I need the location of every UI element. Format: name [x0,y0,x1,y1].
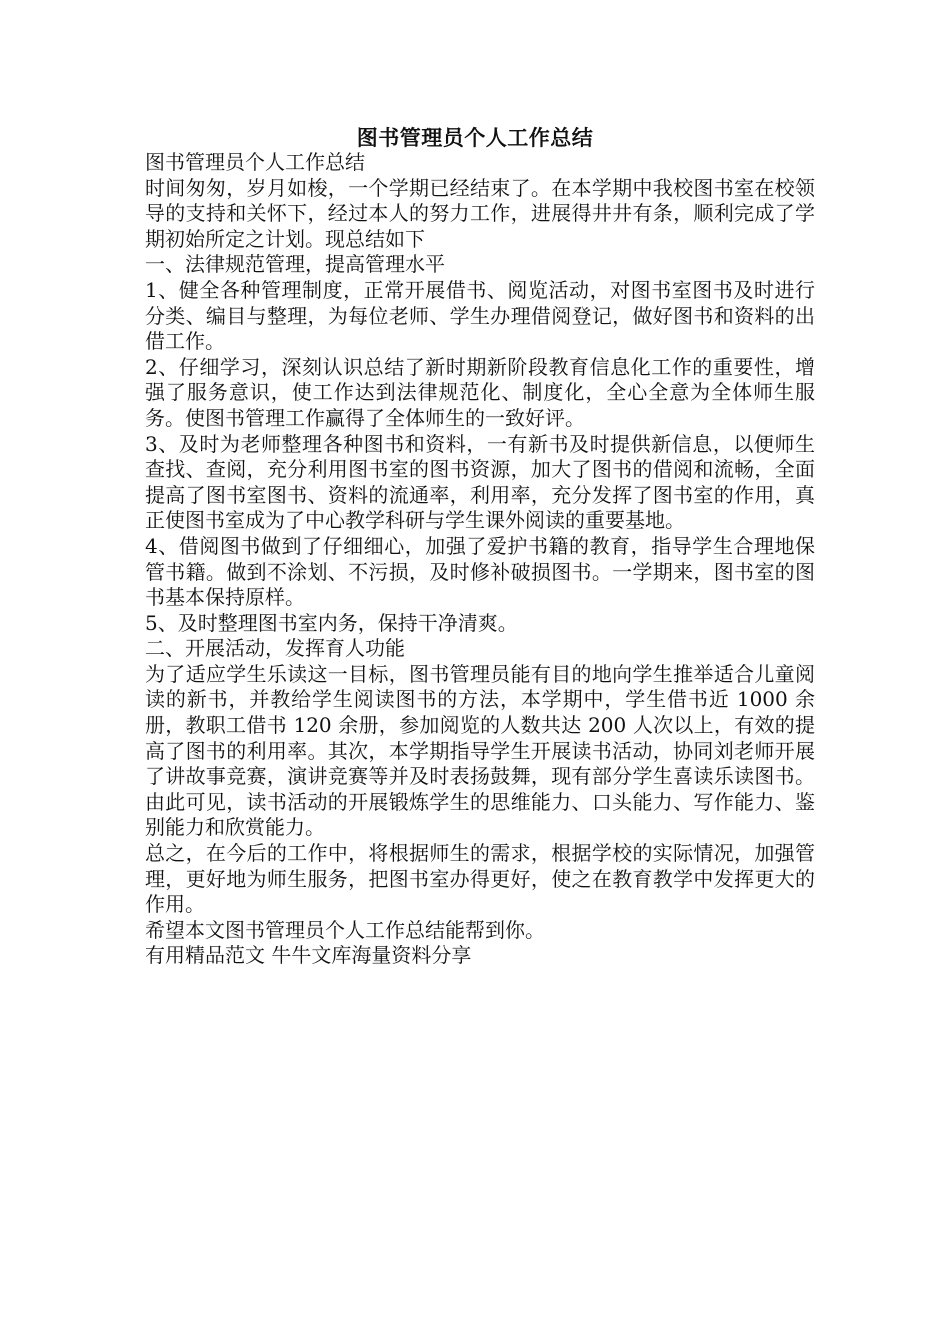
body-paragraph: 1、健全各种管理制度，正常开展借书、阅览活动，对图书室图书及时进行分类、编目与整理，为每位老师、学生办理借阅登记，做好图书和资料的出借工作。 [145,277,815,354]
body-paragraph: 4、借阅图书做到了仔细细心，加强了爱护书籍的教育，指导学生合理地保管书籍。做到不涂划、不污损，及时修补破损图书。一学期来，图书室的图书基本保持原样。 [145,533,815,610]
document-title: 图书管理员个人工作总结 [356,126,594,150]
document-body [145,150,815,969]
body-paragraph: 时间匆匆，岁月如梭，一个学期已经结束了。在本学期中我校图书室在校领导的支持和关怀下，经过本人的努力工作，进展得井井有条，顺利完成了学期初始所定之计划。现总结如下 [145,175,815,251]
body-paragraph: 3、及时为老师整理各种图书和资料，一有新书及时提供新信息，以便师生查找、查阅，充分利用图书室的图书资源，加大了图书的借阅和流畅，全面提高了图书室图书、资料的流通率，利用率，充分发挥了图书室的作用，真正使图书室成为了中心教学科研与学生课外阅读的重要基地。 [145,431,815,533]
section-heading: 二、开展活动，发挥育人功能 [145,636,405,661]
body-paragraph: 总之，在今后的工作中，将根据师生的需求，根据学校的实际情况，加强管理，更好地为师生服务，把图书室办得更好，使之在教育教学中发挥更大的作用。 [145,841,815,917]
closing-line: 希望本文图书管理员个人工作总结能帮到你。 [145,917,545,942]
body-paragraph: 图书管理员个人工作总结 [145,150,365,174]
footer-line: 有用精品范文 牛牛文库海量资料分享 [145,943,472,968]
body-paragraph: 为了适应学生乐读这一目标，图书管理员能有目的地向学生推举适合儿童阅读的新书，并教给学生阅读图书的方法，本学期中，学生借书近 1000 余册，教职工借书 120 余册，参加阅览的人数共达 200 人次以上，有效的提高了图书的利用率。其次，本学期指导学生开展读书活动，协同刘老师开展了讲故事竞赛，演讲竞赛等并及时表扬鼓舞，现有部分学生喜读乐读图书。由此可见，读书活动的开展锻炼学生的思维能力、口头能力、写作能力、鉴别能力和欣赏能力。 [145,661,815,840]
section-heading: 一、法律规范管理，提高管理水平 [145,252,445,277]
body-paragraph: 2、仔细学习，深刻认识总结了新时期新阶段教育信息化工作的重要性，增强了服务意识，使工作达到法律规范化、制度化，全心全意为全体师生服务。使图书管理工作赢得了全体师生的一致好评。 [145,354,815,430]
body-paragraph: 5、及时整理图书室内务，保持干净清爽。 [145,610,518,635]
